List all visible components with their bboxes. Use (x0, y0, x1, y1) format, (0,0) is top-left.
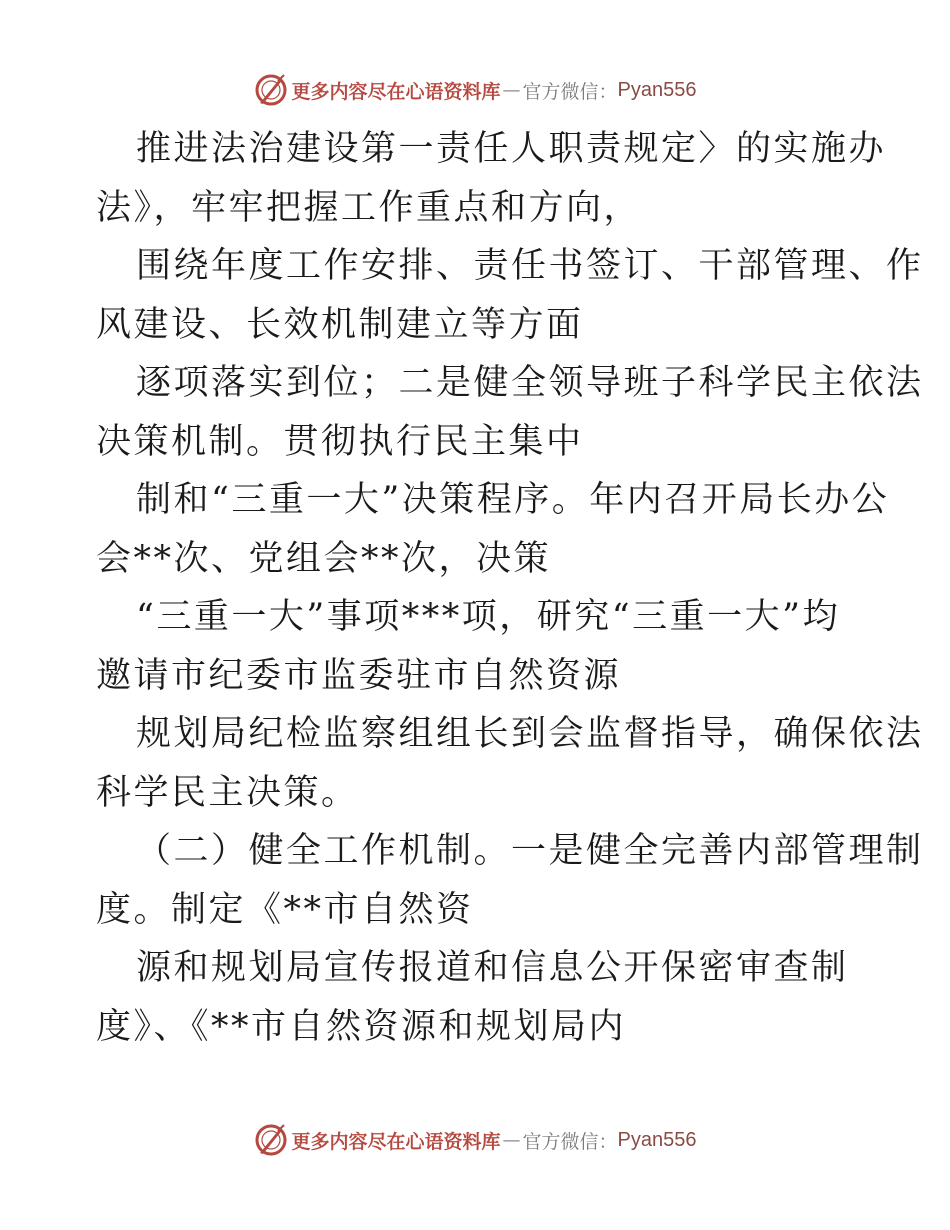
text-line: 逐项落实到位；二是健全领导班子科学民主依法 (136, 363, 924, 403)
official-label: 官方微信： (522, 80, 618, 103)
quill-pen-seal-icon (254, 73, 288, 107)
text-line: 科学民主决策。 (96, 772, 359, 813)
wechat-id: Pyan556 (617, 1128, 697, 1151)
text-line: 围绕年度工作安排、责任书签订、干部管理、作 (136, 246, 924, 286)
wechat-id: Pyan556 (617, 78, 697, 101)
text-line: 风建设、长效机制建立等方面 (96, 304, 584, 345)
text-line: 规划局纪检监察组组长到会监督指导，确保依法 (136, 714, 924, 754)
text-line: （二）健全工作机制。一是健全完善内部管理制 (136, 831, 924, 871)
text-line: 法》，牢牢把握工作重点和方向， (96, 187, 642, 228)
separator: — (502, 1129, 521, 1151)
text-line: 推进法治建设第一责任人职责规定〉的实施办 (136, 129, 887, 169)
text-line: 邀请市纪委市监委驻市自然资源 (96, 655, 622, 696)
official-label: 官方微信： (522, 1130, 618, 1153)
text-line: 决策机制。贯彻执行民主集中 (96, 421, 584, 462)
text-line: 制和“三重一大”决策程序。年内召开局长办公 (136, 480, 890, 520)
site-name: 更多内容尽在心语资料库 (291, 1130, 501, 1153)
header-banner (0, 70, 950, 110)
separator: — (502, 79, 521, 101)
quill-pen-seal-icon (254, 1123, 288, 1157)
text-line: 源和规划局宣传报道和信息公开保密审查制 (136, 948, 849, 988)
text-line: “三重一大”事项***项，研究“三重一大”均 (136, 597, 841, 637)
text-line: 度。制定《**市自然资 (96, 889, 474, 930)
text-line: 会**次、党组会**次，决策 (96, 538, 552, 579)
footer-banner (0, 1120, 950, 1160)
text-line: 度》、《**市自然资源和规划局内 (96, 1006, 627, 1047)
site-name: 更多内容尽在心语资料库 (291, 80, 501, 103)
document-body (96, 120, 924, 1056)
